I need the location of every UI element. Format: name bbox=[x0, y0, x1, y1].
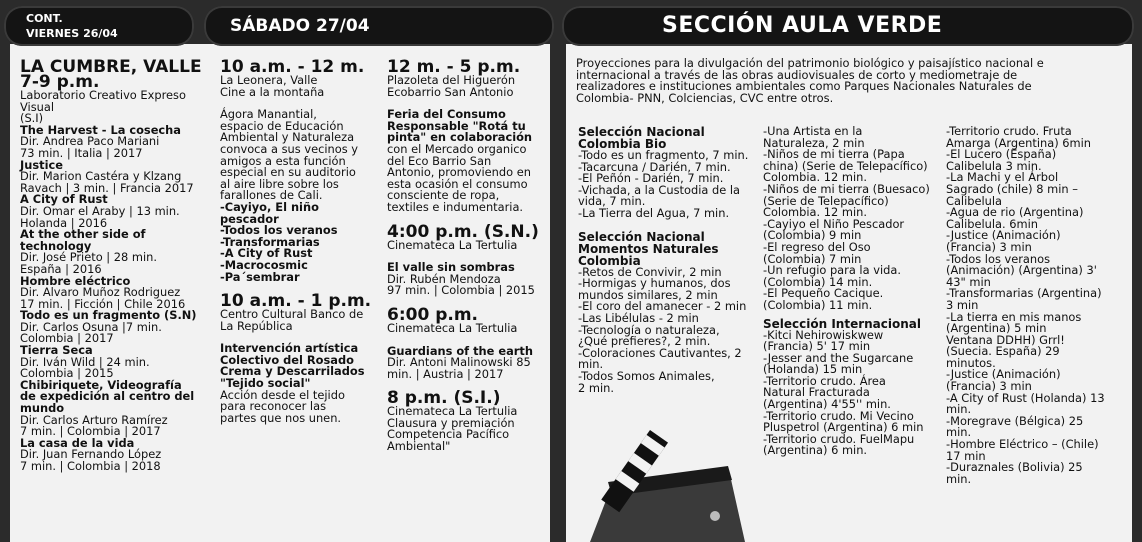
item-text: (Suecia. España) 29 bbox=[946, 344, 1060, 359]
item-title: Justice bbox=[20, 157, 63, 172]
item-text: 7 min. | Colombia | 2017 bbox=[20, 424, 161, 439]
time-heading: 10 a.m. - 1 p.m. bbox=[220, 291, 372, 312]
item-text: (Colombia) 11 min. bbox=[763, 297, 873, 312]
item-title: Feria del Consumo bbox=[387, 107, 506, 122]
item-text: min. | Austria | 2017 bbox=[387, 366, 504, 381]
item-text: -Tacarcuna / Darién, 7 min. bbox=[578, 159, 731, 174]
intro-line: Colombia- PNN, Colciencias, CVC entre otros. bbox=[576, 90, 834, 105]
item-title: -Macrocosmic bbox=[220, 257, 308, 272]
item-text: Competencia Pacífico bbox=[387, 427, 510, 442]
item-title: "Tejido social" bbox=[220, 376, 311, 391]
item-title: Crema y Descarrilados bbox=[220, 364, 365, 379]
item-text: -El Lucero (España) bbox=[946, 147, 1057, 162]
item-title: The Harvest - La cosecha bbox=[20, 122, 181, 137]
sabado-title: SÁBADO 27/04 bbox=[230, 16, 370, 36]
item-title: El valle sin sombras bbox=[387, 260, 515, 275]
item-text: 73 min. | Italia | 2017 bbox=[20, 145, 143, 160]
item-text: -Retos de Convivir, 2 min bbox=[578, 264, 722, 279]
item-text: Cinemateca La Tertulia bbox=[387, 404, 518, 419]
item-text: -Tecnología o naturaleza, bbox=[578, 322, 720, 337]
item-text: vida, 7 min. bbox=[578, 194, 646, 209]
item-text: Naturaleza, 2 min bbox=[763, 135, 865, 150]
item-text: esta ocasión el consumo bbox=[387, 176, 528, 191]
header-aula-verde bbox=[562, 6, 1134, 46]
item-text: Dir. Iván Wild | 24 min. bbox=[20, 354, 150, 369]
item-text: España | 2016 bbox=[20, 261, 102, 276]
item-text: -Todo es un fragmento, 7 min. bbox=[578, 148, 749, 162]
item-text: Ambiental y Naturaleza bbox=[220, 130, 355, 145]
item-text: 43" min bbox=[946, 274, 991, 289]
intro-line: Proyecciones para la divulgación del patrimonio biológico y paisajístico nacional e bbox=[576, 56, 1044, 70]
item-text: -Duraznales (Bolivia) 25 bbox=[946, 460, 1083, 475]
column-sabado-1 bbox=[220, 57, 380, 425]
item-title: Todo es un fragmento (S.N) bbox=[20, 308, 197, 323]
item-text: Ágora Manantial, bbox=[220, 107, 317, 122]
item-text: Dir. Rubén Mendoza bbox=[387, 271, 501, 286]
item-text: al aire libre sobre los bbox=[220, 176, 339, 191]
column-aula-verde-3 bbox=[946, 126, 1126, 485]
item-text: Colombia | 2017 bbox=[20, 331, 114, 346]
item-text: -Niños de mi tierra (Buesaco) bbox=[763, 181, 930, 196]
item-text: Sagrado (chile) 8 min – bbox=[946, 181, 1078, 196]
item-text: -A City of Rust (Holanda) 13 bbox=[946, 390, 1105, 405]
header-cont bbox=[4, 6, 194, 46]
item-text: (Animación) (Argentina) 3' bbox=[946, 263, 1097, 278]
item-text: 17 min bbox=[946, 448, 986, 463]
item-text: Ravach | 3 min. | Francia 2017 bbox=[20, 180, 194, 195]
item-title: de expedición al centro del bbox=[20, 389, 195, 404]
time-heading: 7-9 p.m. bbox=[20, 72, 100, 92]
intro-line: realizadores e instituciones ambientales como Parques Nacionales Naturales de bbox=[576, 79, 1032, 94]
item-text: partes que nos unen. bbox=[220, 410, 342, 425]
item-text: 7 min. | Colombia | 2018 bbox=[20, 459, 161, 473]
item-title: Intervención artística bbox=[220, 341, 359, 356]
item-text: La República bbox=[220, 318, 293, 333]
item-title: Hombre eléctrico bbox=[20, 273, 131, 288]
item-text: mundos similares, 2 min bbox=[578, 287, 718, 302]
item-text: (Argentina) 4'55'' min. bbox=[763, 397, 891, 412]
item-title: Tierra Seca bbox=[20, 343, 93, 358]
item-text: Plazoleta del Higuerón bbox=[387, 73, 516, 87]
item-text: -Las Libélulas - 2 min bbox=[578, 310, 699, 325]
item-text: -Kitci Nehirowiskwew bbox=[763, 327, 884, 342]
item-text: (Serie de Telepacífico) bbox=[763, 193, 889, 208]
item-title: La casa de la vida bbox=[20, 435, 135, 450]
item-title: -Transformarias bbox=[220, 234, 320, 249]
item-text: Dir. Andrea Paco Mariani bbox=[20, 134, 160, 149]
item-text: Acción desde el tejido bbox=[220, 387, 345, 402]
aula-title: SECCIÓN AULA VERDE bbox=[662, 13, 943, 38]
item-text: Natural Fracturada bbox=[763, 385, 870, 400]
item-text: -Todos Somos Animales, bbox=[578, 368, 715, 383]
item-text: -Niños de mi tierra (Papa bbox=[763, 147, 905, 162]
item-text: -Cayiyo el Niño Pescador bbox=[763, 216, 905, 231]
item-text: -La Tierra del Agua, 7 min. bbox=[578, 205, 730, 220]
item-text: para reconocer las bbox=[220, 399, 327, 414]
item-text: Ecobarrio San Antonio bbox=[387, 84, 514, 99]
item-text: -Todos los veranos bbox=[946, 251, 1051, 266]
item-title: At the other side of bbox=[20, 227, 146, 242]
item-text: 3 min bbox=[946, 297, 979, 312]
item-text: Holanda | 2016 bbox=[20, 215, 108, 230]
item-text: farallones de Cali. bbox=[220, 188, 323, 203]
item-text: -Territorio crudo. FuelMapu bbox=[763, 431, 915, 446]
item-title: Guardians of the earth bbox=[387, 343, 533, 358]
item-text: -Justice (Animación) bbox=[946, 228, 1061, 243]
item-text: 2 min. bbox=[578, 380, 614, 395]
item-text: min. bbox=[946, 471, 972, 486]
header-sabado bbox=[204, 6, 554, 46]
item-text: -Jesser and the Sugarcane bbox=[763, 350, 914, 365]
item-text: Ambiental" bbox=[387, 439, 451, 454]
cont-line2: VIERNES 26/04 bbox=[26, 27, 118, 40]
item-text: ¿Qué prefieres?, 2 min. bbox=[578, 334, 711, 349]
column-sabado-2 bbox=[387, 57, 547, 454]
item-title: Selección Nacional bbox=[578, 125, 705, 139]
intro-line: internacional a través de las obras audiovisuales de corto y mediometraje de bbox=[576, 67, 1018, 82]
column-seleccion-nacional bbox=[578, 126, 758, 394]
item-text: -Justice (Animación) bbox=[946, 367, 1061, 382]
item-text: Calibelula bbox=[946, 193, 1003, 208]
item-text: Visual bbox=[20, 99, 55, 114]
item-text: (Francia) 5' 17 min bbox=[763, 339, 871, 354]
column-cont-viernes bbox=[20, 57, 210, 473]
item-text: -Agua de rio (Argentina) bbox=[946, 205, 1084, 220]
item-text: consciente de ropa, bbox=[387, 188, 500, 203]
item-text: -Una Artista en la bbox=[763, 124, 863, 138]
item-text: -El regreso del Oso bbox=[763, 239, 871, 254]
item-text: del Eco Barrio San bbox=[387, 153, 492, 168]
item-text: Dir. Carlos Arturo Ramírez bbox=[20, 412, 168, 427]
item-title: Chibiriquete, Videografía bbox=[20, 377, 182, 392]
item-text: especial en su auditorio bbox=[220, 165, 356, 180]
item-text: -Transformarias (Argentina) bbox=[946, 286, 1102, 301]
item-text: convoca a sus vecinos y bbox=[220, 141, 358, 156]
item-title: Colombia Bio bbox=[578, 137, 667, 151]
item-text: -El Pequeño Cacique. bbox=[763, 286, 884, 301]
column-seleccion-internacional bbox=[763, 126, 943, 457]
item-text: Cinemateca La Tertulia bbox=[387, 320, 518, 335]
item-title: -Pa´sembrar bbox=[220, 269, 300, 284]
item-text: (Colombia) 7 min bbox=[763, 251, 862, 266]
item-title: -Todos los veranos bbox=[220, 223, 338, 238]
item-text: textiles e indumentaria. bbox=[387, 199, 524, 214]
item-text: Laboratorio Creativo Expreso bbox=[20, 88, 186, 102]
item-text: Dir. Omar el Araby | 13 min. bbox=[20, 203, 180, 218]
item-text: 17 min. | Ficción | Chile 2016 bbox=[20, 296, 186, 311]
item-text: (Colombia) 9 min bbox=[763, 228, 862, 243]
item-title: Selección Nacional bbox=[578, 229, 705, 244]
item-text: Clausura y premiación bbox=[387, 415, 515, 430]
item-title: -Cayiyo, El niño bbox=[220, 199, 319, 214]
time-heading: 8 p.m. (S.I.) bbox=[387, 388, 501, 409]
item-title: technology bbox=[20, 238, 92, 253]
clapperboard-icon bbox=[580, 420, 755, 542]
item-text: (Holanda) 15 min bbox=[763, 362, 863, 377]
item-title: Selección Internacional bbox=[763, 316, 922, 331]
cont-line1: CONT. bbox=[26, 12, 63, 25]
item-text: china) (Serie de Telepacífico) bbox=[763, 158, 928, 173]
item-text: (Francia) 3 min bbox=[946, 379, 1032, 394]
item-text: -Vichada, a la Custodia de la bbox=[578, 182, 740, 197]
item-title: pinta" en colaboración bbox=[387, 130, 533, 145]
item-text: Centro Cultural Banco de bbox=[220, 307, 364, 322]
item-text: Dir. José Prieto | 28 min. bbox=[20, 250, 157, 265]
item-text: espacio de Educación bbox=[220, 118, 344, 133]
time-heading: 12 m. - 5 p.m. bbox=[387, 57, 521, 77]
item-text: -Territorio crudo. Mi Vecino bbox=[763, 408, 914, 423]
item-text: Pluspetrol (Argentina) 6 min bbox=[763, 420, 924, 435]
item-text: -Hombre Eléctrico – (Chile) bbox=[946, 437, 1099, 452]
item-title: pescador bbox=[220, 211, 279, 226]
item-title: mundo bbox=[20, 401, 65, 416]
item-text: Amarga (Argentina) 6min bbox=[946, 135, 1091, 150]
item-text: Dir. Marion Castéra y Klzang bbox=[20, 169, 182, 184]
item-text: Colombia. 12 min. bbox=[763, 205, 867, 220]
item-text: Colombia. 12 min. bbox=[763, 170, 867, 185]
item-text: Colombia | 2015 bbox=[20, 366, 114, 381]
item-text: Dir. Carlos Osuna |7 min. bbox=[20, 319, 162, 334]
item-text: 97 min. | Colombia | 2015 bbox=[387, 283, 535, 298]
item-text: -El coro del amanecer - 2 min bbox=[578, 299, 747, 314]
item-text: (Argentina) 6 min. bbox=[763, 443, 868, 458]
item-title: A City of Rust bbox=[20, 192, 108, 207]
item-text: minutos. bbox=[946, 355, 996, 370]
item-text: Antonio, promoviendo en bbox=[387, 165, 531, 180]
item-text: -El Peñón - Darién, 7 min. bbox=[578, 171, 724, 186]
item-text: amigos a esta función bbox=[220, 153, 346, 168]
item-title: Colombia bbox=[578, 253, 641, 268]
item-text: (Francia) 3 min bbox=[946, 239, 1032, 254]
item-text: Dir. Antoni Malinowski 85 bbox=[387, 355, 531, 370]
item-text: -Un refugio para la vida. bbox=[763, 263, 901, 278]
item-text: La Leonera, Valle bbox=[220, 73, 318, 87]
time-heading: 6:00 p.m. bbox=[387, 304, 479, 325]
item-text: -Territorio crudo. Fruta bbox=[946, 124, 1072, 138]
item-text: -Territorio crudo. Área bbox=[763, 373, 886, 388]
item-text: min. bbox=[578, 357, 604, 372]
item-text: min. bbox=[946, 402, 972, 417]
spacer bbox=[578, 220, 758, 231]
item-title: Colectivo del Rosado bbox=[220, 352, 354, 367]
time-heading: LA CUMBRE, VALLE bbox=[20, 57, 202, 77]
item-text: Cinemateca La Tertulia bbox=[387, 237, 518, 252]
intro-text bbox=[576, 58, 1116, 104]
item-title: Responsable "Rotá tu bbox=[387, 118, 526, 133]
item-text: (Argentina) 5 min bbox=[946, 321, 1047, 336]
item-text: -La tierra en mis manos bbox=[946, 309, 1082, 324]
item-text: Dir. Juan Fernando López bbox=[20, 447, 162, 462]
item-text: Calibelula 3 min. bbox=[946, 158, 1042, 173]
item-text: -Hormigas y humanos, dos bbox=[578, 276, 731, 291]
item-text: Calibelula. 6min bbox=[946, 216, 1038, 231]
item-text: con el Mercado organico bbox=[387, 141, 527, 156]
time-heading: 10 a.m. - 12 m. bbox=[220, 57, 365, 77]
item-text: (Colombia) 14 min. bbox=[763, 274, 873, 289]
item-text: Ventana DDHH) Grrl! bbox=[946, 332, 1065, 347]
item-title: Momentos Naturales bbox=[578, 241, 719, 256]
item-text: -La Machi y el Árbol bbox=[946, 170, 1059, 185]
item-text: Dir. Alvaro Muñoz Rodriguez bbox=[20, 285, 181, 300]
item-title: -A City of Rust bbox=[220, 246, 313, 261]
item-text: min. bbox=[946, 425, 972, 440]
item-text: Cine a la montaña bbox=[220, 84, 325, 99]
item-text: (S.I) bbox=[20, 111, 44, 126]
item-text: -Coloraciones Cautivantes, 2 bbox=[578, 345, 742, 360]
time-heading: 4:00 p.m. (S.N.) bbox=[387, 221, 539, 242]
item-text: -Moregrave (Bélgica) 25 bbox=[946, 413, 1084, 428]
